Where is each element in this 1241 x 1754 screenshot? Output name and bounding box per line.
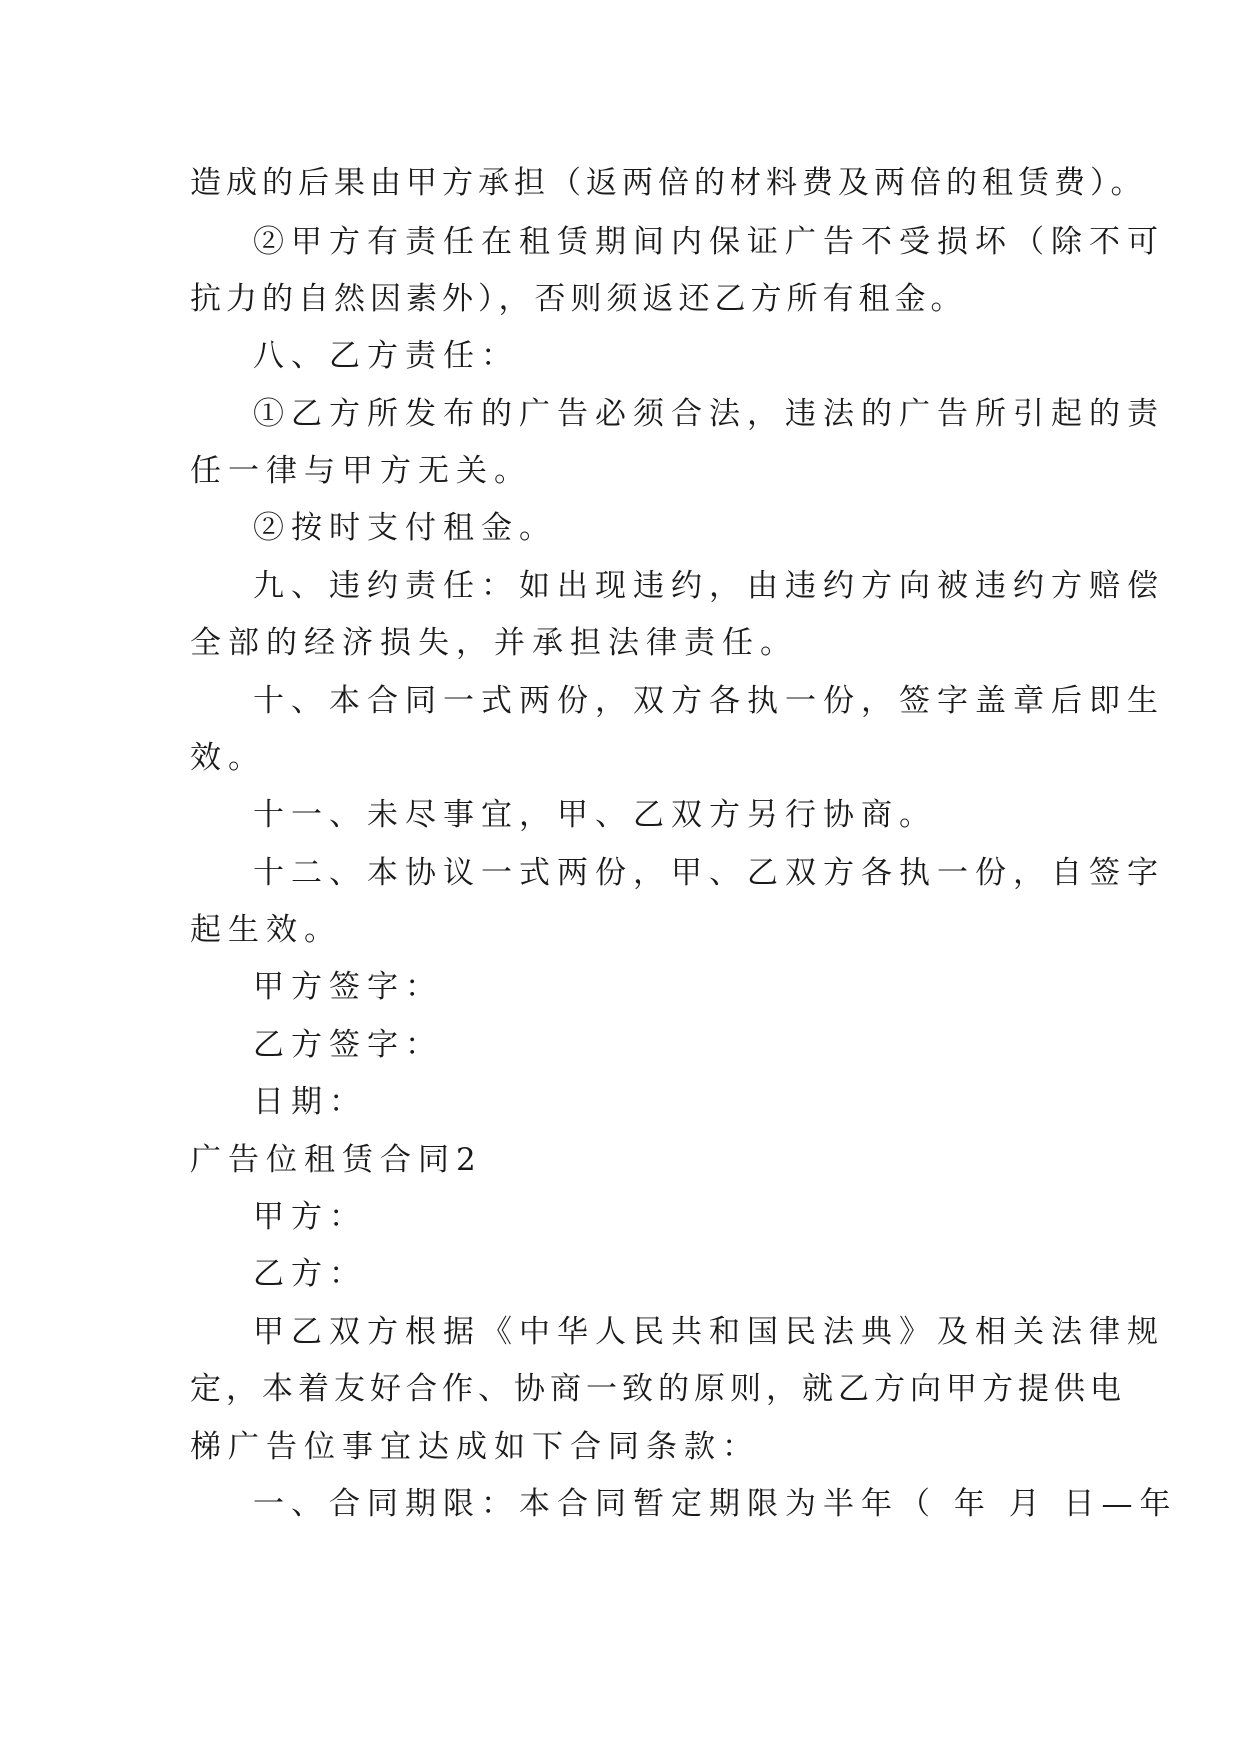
section-heading: 八、乙方责任：: [253, 338, 519, 374]
text-line: 抗力的自然因素外），否则须返还乙方所有租金。: [190, 281, 967, 317]
text-line: 定，本着友好合作、协商一致的原则，就乙方向甲方提供电: [190, 1371, 1126, 1407]
text-line: 一、合同期限：本合同暂定期限为半年（ 年 月 日—年: [253, 1486, 1178, 1522]
signature-label-party-a: 甲方签字：: [253, 969, 443, 1005]
date-label: 日期：: [253, 1084, 367, 1120]
text-line: 甲乙双方根据《中华人民共和国民法典》及相关法律规: [253, 1314, 1165, 1350]
text-line: 十二、本协议一式两份，甲、乙双方各执一份，自签字: [253, 855, 1165, 891]
text-line: 任一律与甲方无关。: [190, 453, 532, 489]
text-line: 造成的后果由甲方承担（返两倍的材料费及两倍的租赁费）。: [190, 165, 1147, 201]
party-a-label: 甲方：: [253, 1199, 367, 1235]
text-line: ②甲方有责任在租赁期间内保证广告不受损坏（除不可: [253, 224, 1165, 260]
text-line: 全部的经济损失，并承担法律责任。: [190, 625, 798, 661]
contract-title: 广告位租赁合同2: [190, 1142, 483, 1178]
signature-label-party-b: 乙方签字：: [253, 1027, 443, 1063]
text-line: 效。: [190, 740, 266, 776]
text-line: 起生效。: [190, 912, 342, 948]
text-line: 十、本合同一式两份，双方各执一份，签字盖章后即生: [253, 683, 1165, 719]
text-line: 十一、未尽事宜，甲、乙双方另行协商。: [253, 797, 937, 833]
party-b-label: 乙方：: [253, 1256, 367, 1292]
text-line: ②按时支付租金。: [253, 510, 557, 546]
text-line: 梯广告位事宜达成如下合同条款：: [190, 1429, 760, 1465]
text-line: 九、违约责任：如出现违约，由违约方向被违约方赔偿: [253, 568, 1165, 604]
text-line: ①乙方所发布的广告必须合法，违法的广告所引起的责: [253, 396, 1165, 432]
